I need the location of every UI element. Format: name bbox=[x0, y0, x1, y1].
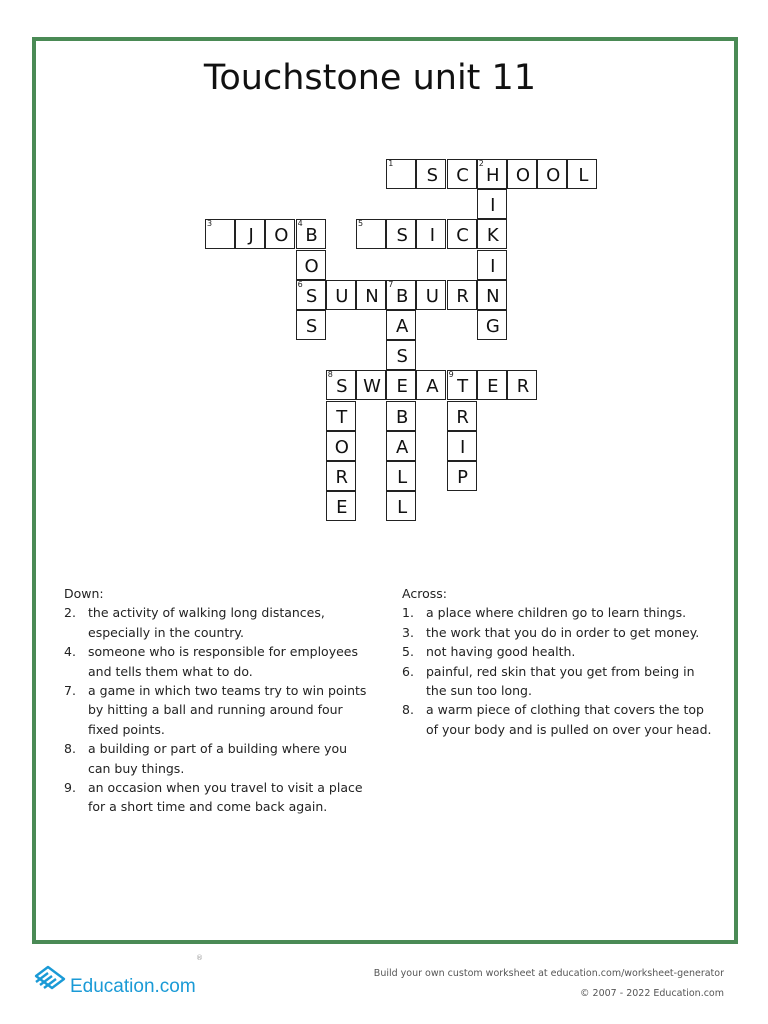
cell-letter: O bbox=[515, 165, 531, 186]
crossword-cell[interactable] bbox=[326, 461, 356, 491]
clue-number: 5 bbox=[358, 219, 364, 229]
cell-letter: B bbox=[396, 406, 409, 428]
crossword-cell[interactable] bbox=[326, 280, 356, 310]
across-clue bbox=[402, 700, 717, 739]
cell-letter: B bbox=[305, 225, 318, 247]
cell-letter: U bbox=[335, 285, 349, 307]
clue-text: the activity of walking long distances, especially in the country. bbox=[88, 605, 325, 640]
cell-letter: E bbox=[487, 376, 499, 398]
clue-number: 1 bbox=[388, 159, 394, 168]
clue-text: a building or part of a building where you can buy things. bbox=[88, 741, 348, 776]
crossword-cell[interactable] bbox=[356, 370, 386, 400]
cell-letter: W bbox=[363, 376, 381, 398]
cell-letter: T bbox=[457, 376, 469, 398]
cell-letter: S bbox=[305, 285, 318, 307]
across-clue bbox=[402, 603, 717, 622]
cell-letter: I bbox=[429, 225, 436, 247]
crossword-cell[interactable] bbox=[567, 159, 597, 189]
cell-letter: S bbox=[396, 225, 408, 247]
clue-number: 6. bbox=[402, 663, 414, 679]
crossword-cell[interactable] bbox=[386, 431, 416, 461]
cell-letter: C bbox=[456, 225, 469, 247]
down-clue bbox=[64, 681, 369, 739]
crossword-cell[interactable] bbox=[477, 159, 507, 189]
crossword-cell[interactable] bbox=[386, 370, 416, 400]
cell-letter: T bbox=[336, 406, 348, 428]
cell-letter: A bbox=[426, 376, 439, 398]
across-clue-list bbox=[402, 603, 717, 739]
crossword-cell[interactable] bbox=[477, 189, 507, 219]
clue-number: 7. bbox=[64, 683, 76, 699]
across-clue bbox=[402, 642, 717, 661]
crossword-cell[interactable] bbox=[356, 219, 386, 249]
cell-letter: J bbox=[248, 225, 254, 247]
cell-letter: S bbox=[305, 316, 318, 337]
registered-mark: ® bbox=[196, 954, 203, 962]
crossword-cell[interactable] bbox=[386, 461, 416, 491]
crossword-cell[interactable] bbox=[447, 401, 477, 431]
clue-text: the work that you do in order to get money. bbox=[426, 624, 700, 640]
clue-text: painful, red skin that you get from being in the sun too long. bbox=[426, 663, 695, 699]
across-clue bbox=[402, 662, 717, 701]
cell-letter: L bbox=[578, 165, 589, 186]
cell-letter: A bbox=[396, 436, 409, 458]
clue-number: 3. bbox=[402, 624, 414, 640]
crossword-cell[interactable] bbox=[477, 370, 507, 400]
crossword-cell[interactable] bbox=[477, 219, 507, 249]
cell-letter: N bbox=[486, 285, 500, 307]
clue-number: 9 bbox=[448, 370, 454, 380]
crossword-cell[interactable] bbox=[447, 159, 477, 189]
across-clues bbox=[402, 584, 717, 739]
crossword-cell[interactable] bbox=[447, 431, 477, 461]
crossword-cell[interactable] bbox=[296, 310, 326, 340]
copyright-text: © 2007 - 2022 Education.com bbox=[580, 988, 724, 999]
clue-text: a warm piece of clothing that covers the top of your body and is pulled on over your head. bbox=[426, 702, 712, 737]
down-clue bbox=[64, 642, 369, 681]
cell-letter: H bbox=[486, 165, 500, 186]
cell-letter: P bbox=[457, 467, 469, 488]
cell-letter: O bbox=[304, 255, 319, 277]
education-logo[interactable] bbox=[32, 954, 212, 1004]
clue-number: 8. bbox=[402, 702, 414, 718]
crossword-cell[interactable] bbox=[386, 280, 416, 310]
clue-number: 6 bbox=[297, 279, 303, 289]
down-clue bbox=[64, 778, 369, 817]
crossword-cell[interactable] bbox=[386, 491, 416, 521]
cell-letter: S bbox=[336, 376, 348, 398]
cell-letter: G bbox=[485, 316, 500, 337]
clue-text: a game in which two teams try to win points by hitting a ball and running around four fixed points. bbox=[88, 683, 367, 737]
down-clue bbox=[64, 739, 369, 778]
cell-letter: R bbox=[516, 376, 530, 398]
clue-number: 2 bbox=[478, 159, 484, 168]
crossword-cell[interactable] bbox=[326, 491, 356, 521]
education-logo-icon bbox=[32, 962, 68, 998]
cell-letter: R bbox=[335, 467, 349, 488]
cell-letter: N bbox=[365, 285, 379, 307]
cell-letter: S bbox=[426, 165, 439, 186]
page-title: Touchstone unit 11 bbox=[203, 58, 537, 98]
clue-number: 1. bbox=[402, 605, 414, 621]
worksheet-generator-link[interactable]: Build your own custom worksheet at education.com/worksheet-generator bbox=[373, 968, 724, 979]
cell-letter: L bbox=[397, 467, 408, 488]
crossword-cell[interactable] bbox=[447, 219, 477, 249]
crossword-cell[interactable] bbox=[416, 219, 446, 249]
clue-text: someone who is responsible for employees and tells them what to do. bbox=[88, 644, 358, 679]
cell-letter: R bbox=[456, 285, 469, 307]
cell-letter: O bbox=[546, 165, 561, 186]
cell-letter: K bbox=[486, 225, 499, 247]
clue-number: 9. bbox=[64, 780, 76, 796]
cell-letter: L bbox=[397, 497, 408, 519]
crossword-cell[interactable] bbox=[447, 461, 477, 491]
crossword-cell[interactable] bbox=[416, 159, 446, 189]
crossword-cell[interactable] bbox=[507, 159, 537, 189]
crossword-cell[interactable] bbox=[416, 280, 446, 310]
cell-letter: S bbox=[396, 346, 408, 368]
clue-number: 4 bbox=[297, 219, 303, 229]
crossword-cell[interactable] bbox=[356, 280, 386, 310]
cell-letter: I bbox=[459, 436, 466, 458]
down-clues bbox=[64, 584, 369, 817]
down-heading: Down: bbox=[64, 586, 104, 601]
clue-text: not having good health. bbox=[426, 644, 576, 660]
cell-letter: C bbox=[456, 165, 469, 186]
crossword-cell[interactable] bbox=[416, 370, 446, 400]
crossword-cell[interactable] bbox=[265, 219, 295, 249]
clue-text: an occasion when you travel to visit a place for a short time and come back again. bbox=[88, 780, 363, 815]
crossword-cell[interactable] bbox=[447, 280, 477, 310]
across-heading: Across: bbox=[402, 586, 447, 601]
brand-name: Education.com bbox=[70, 976, 196, 997]
crossword-cell[interactable] bbox=[296, 280, 326, 310]
crossword-cell[interactable] bbox=[386, 219, 416, 249]
crossword-cell[interactable] bbox=[537, 159, 567, 189]
cell-letter: O bbox=[274, 225, 289, 247]
clue-number: 3 bbox=[207, 219, 213, 229]
cell-letter: A bbox=[396, 316, 409, 337]
crossword-cell[interactable] bbox=[507, 370, 537, 400]
crossword-cell[interactable] bbox=[447, 370, 477, 400]
down-clue-list bbox=[64, 603, 369, 816]
clue-number: 5. bbox=[402, 644, 414, 660]
crossword-cell[interactable] bbox=[235, 219, 265, 249]
crossword-cell[interactable] bbox=[326, 431, 356, 461]
down-clue bbox=[64, 603, 369, 642]
cell-letter: U bbox=[425, 285, 439, 307]
cell-letter: E bbox=[396, 376, 408, 398]
across-clue bbox=[402, 623, 717, 642]
cell-letter: E bbox=[336, 497, 348, 519]
crossword-cell[interactable] bbox=[296, 219, 326, 249]
crossword-cell[interactable] bbox=[386, 310, 416, 340]
crossword-cell[interactable] bbox=[326, 370, 356, 400]
crossword-cell[interactable] bbox=[477, 280, 507, 310]
cell-letter: I bbox=[490, 255, 496, 277]
crossword-cell[interactable] bbox=[326, 401, 356, 431]
crossword-cell[interactable] bbox=[296, 250, 326, 280]
cell-letter: B bbox=[396, 285, 409, 307]
clue-number: 2. bbox=[64, 605, 76, 621]
clue-text: a place where children go to learn things. bbox=[426, 605, 687, 621]
clue-number: 7 bbox=[388, 279, 394, 289]
clue-number: 4. bbox=[64, 644, 76, 660]
cell-letter: O bbox=[334, 436, 349, 458]
clue-number: 8. bbox=[64, 741, 76, 757]
crossword-cell[interactable] bbox=[205, 219, 235, 249]
crossword-cell[interactable] bbox=[477, 250, 507, 280]
crossword-cell[interactable] bbox=[386, 159, 416, 189]
crossword-cell[interactable] bbox=[477, 310, 507, 340]
crossword-cell[interactable] bbox=[386, 340, 416, 370]
crossword-cell[interactable] bbox=[386, 401, 416, 431]
cell-letter: R bbox=[456, 406, 469, 428]
clue-number: 8 bbox=[327, 370, 333, 380]
cell-letter: I bbox=[490, 195, 496, 217]
